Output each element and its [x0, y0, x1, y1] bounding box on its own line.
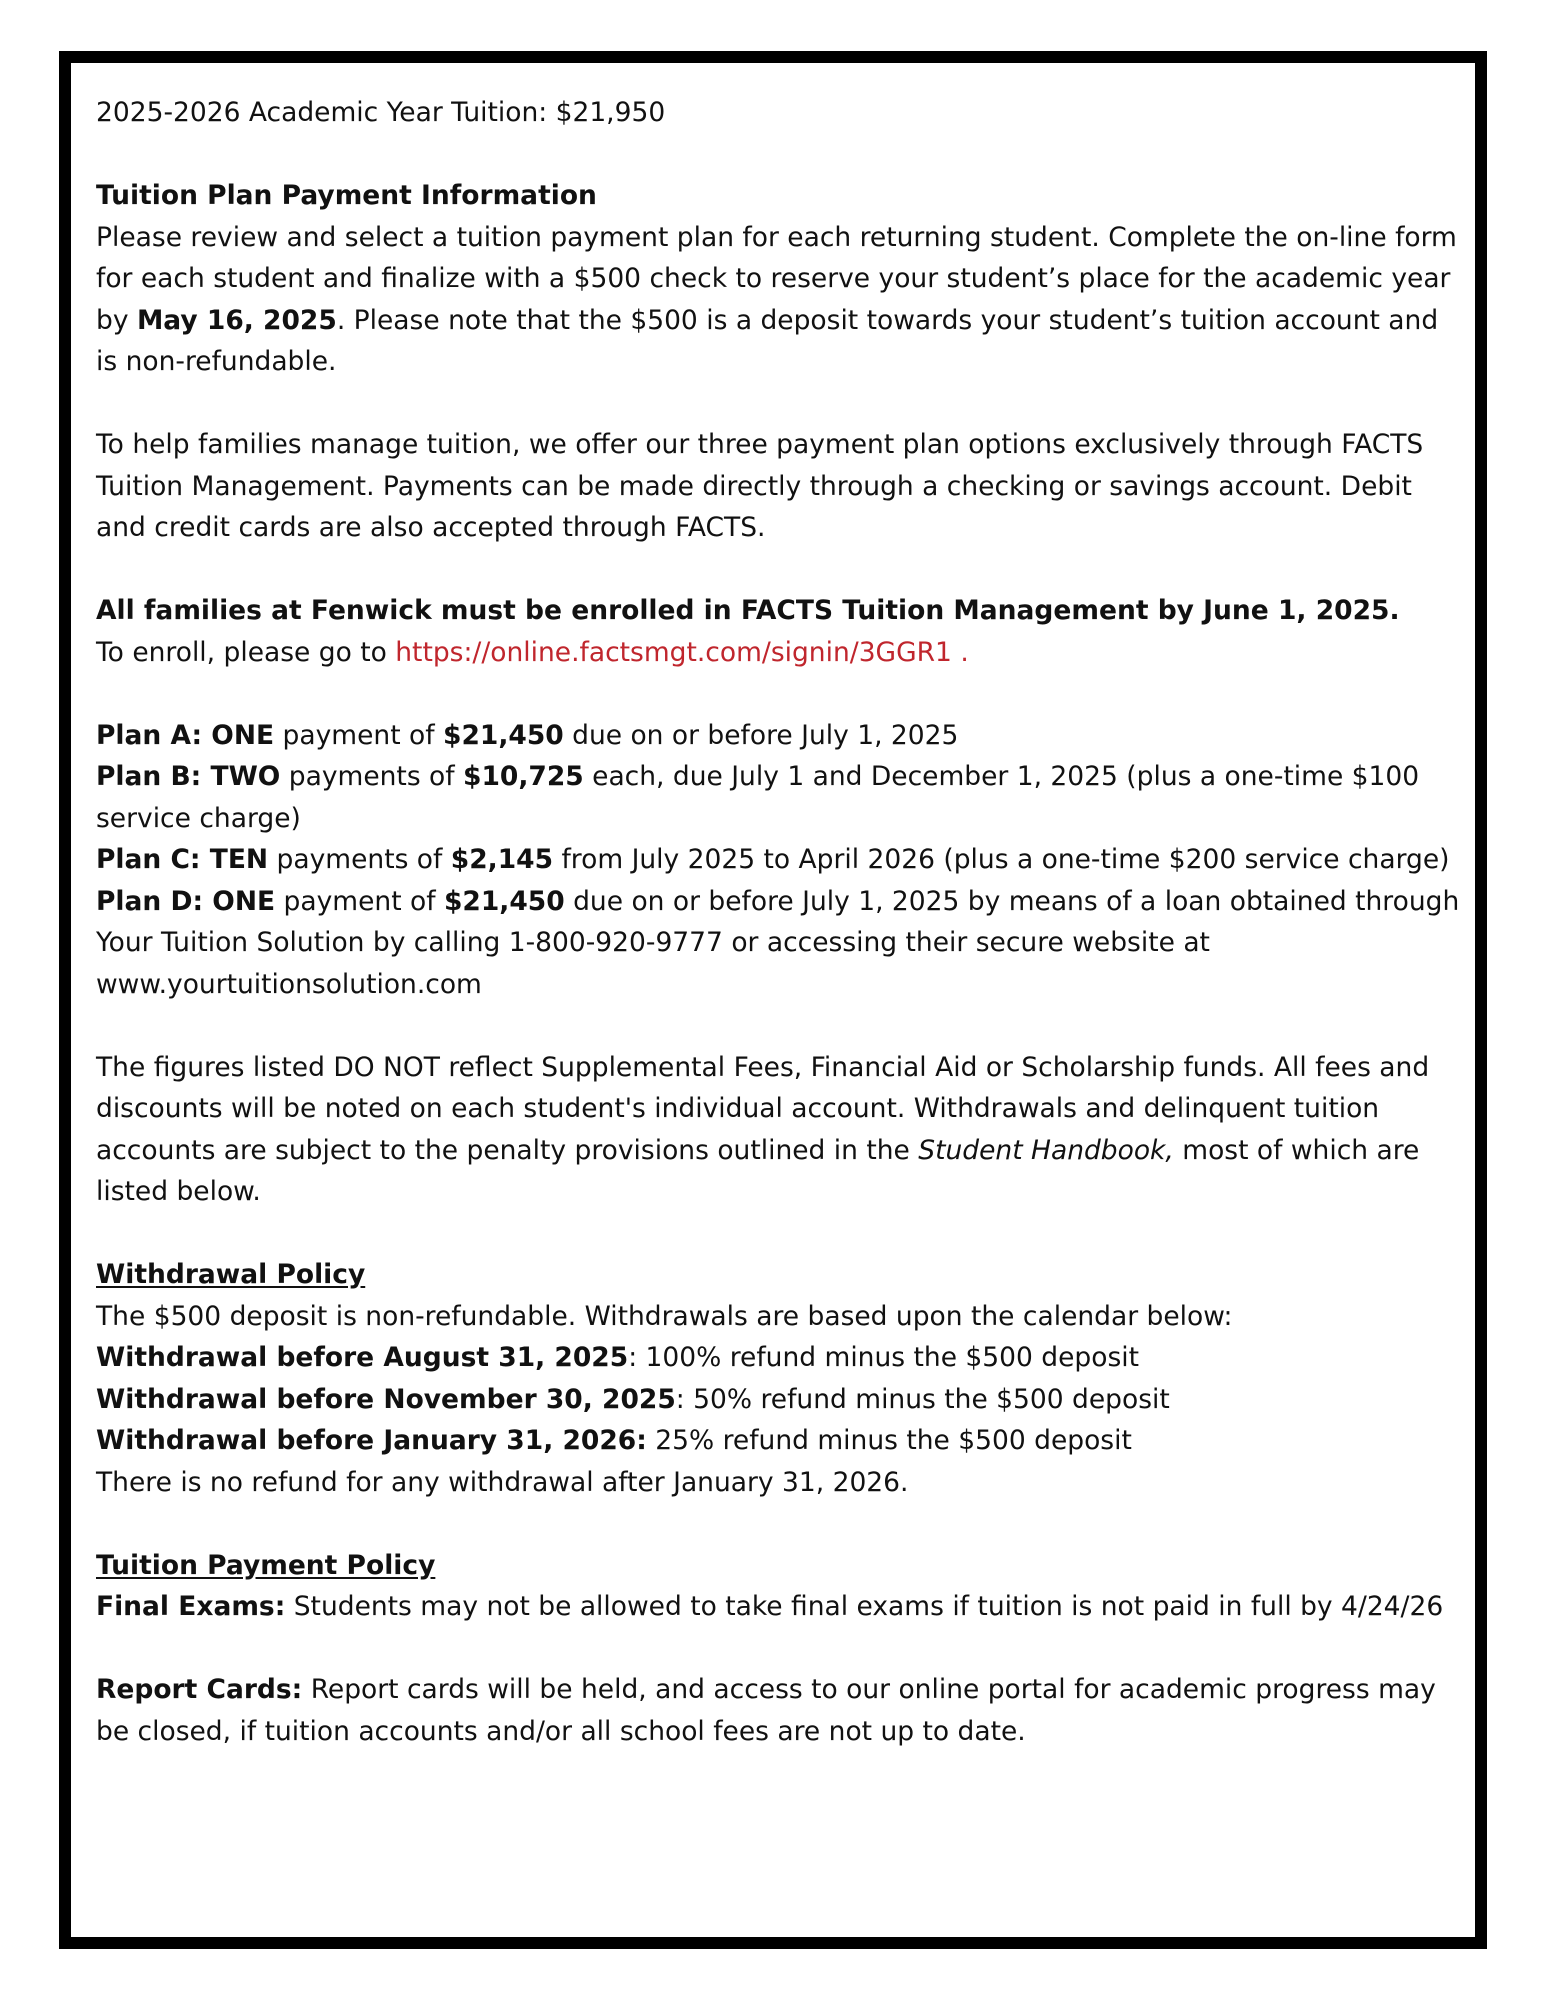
withdrawal-row-label: Withdrawal before November 30, 2025 [96, 1383, 676, 1415]
facts-paragraph: To help families manage tuition, we offer our three payment plan options exclusively through FACTS Tuition Management. Payments can be made directly through a checking or savings account. Debit and credit cards are also accepted through FACTS. [96, 429, 1424, 543]
final-exams-policy [96, 1586, 1466, 1628]
final-exams-label: Final Exams: [96, 1591, 286, 1622]
withdrawal-row-label: Withdrawal before January 31, 2026: [96, 1425, 647, 1456]
plan-a-text: payment of [274, 719, 443, 751]
withdrawal-row [96, 1379, 1466, 1421]
document-body [96, 92, 1466, 1752]
plan-info-text-end: . Please note that the $500 is a deposit towards your student’s tuition account and is non-refundable. [96, 304, 1439, 377]
withdrawal-row [96, 1420, 1466, 1462]
plan-c [96, 839, 1466, 881]
plan-b-label: Plan B: TWO [96, 761, 281, 792]
figures-note-text-end: most of which are listed below. [96, 1134, 1420, 1207]
deposit-deadline: May 16, 2025 [136, 304, 337, 336]
enroll-prefix: To enroll, please go to [96, 636, 396, 668]
plan-d-label: Plan D: ONE [96, 885, 276, 917]
plan-c-text-end: from July 2025 to April 2026 (plus a one-time $200 service charge) [553, 844, 1450, 875]
tuition-amount: 2025-2026 Academic Year Tuition: $21,950 [96, 97, 666, 128]
plan-a-label: Plan A: ONE [96, 719, 275, 751]
withdrawal-closing: There is no refund for any withdrawal after January 31, 2026. [96, 1466, 909, 1498]
plan-d [96, 881, 1466, 1006]
payment-policy-heading: Tuition Payment Policy [96, 1549, 436, 1581]
plan-c-label: Plan C: TEN [96, 844, 269, 875]
report-cards-label: Report Cards: [96, 1674, 303, 1705]
plan-b-text: payments of [280, 761, 464, 792]
plan-a [96, 715, 1466, 757]
withdrawal-row-label: Withdrawal before August 31, 2025 [96, 1342, 629, 1373]
plan-d-text: payment of [275, 885, 444, 917]
plan-info-heading: Tuition Plan Payment Information [96, 180, 597, 211]
figures-note [96, 1047, 1466, 1213]
enrollment-notice: All families at Fenwick must be enrolled in FACTS Tuition Management by June 1, 2025. [96, 595, 1400, 626]
plan-a-text-end: due on or before July 1, 2025 [563, 719, 959, 751]
enroll-line [96, 632, 1466, 674]
final-exams-text: Students may not be allowed to take final exams if tuition is not paid in full by 4/24/26 [285, 1591, 1444, 1622]
withdrawal-row-text: 25% refund minus the $500 deposit [646, 1425, 1132, 1456]
plan-b-amount: $10,725 [463, 761, 584, 792]
plan-b [96, 756, 1466, 839]
plan-a-amount: $21,450 [443, 719, 564, 751]
student-handbook-title: Student Handbook, [918, 1134, 1174, 1166]
withdrawal-row-text: : 100% refund minus the $500 deposit [628, 1342, 1139, 1373]
report-cards-text: Report cards will be held, and access to our online portal for academic progress may be closed, if tuition accounts and/or all school fees are not up to date. [96, 1674, 1436, 1747]
plan-b-text-end: each, due July 1 and December 1, 2025 (plus a one-time $100 service charge) [96, 761, 1420, 834]
facts-enroll-link[interactable]: https://online.factsmgt.com/signin/3GGR1 . [395, 636, 969, 668]
withdrawal-intro: The $500 deposit is non-refundable. Withdrawals are based upon the calendar below: [96, 1300, 1233, 1332]
figures-note-text: The figures listed DO NOT reflect Supplemental Fees, Financial Aid or Scholarship funds. All fees and discounts will be noted on each student's individual account. Withdrawals and delinquent tuition accounts are subject to the penalty provisions outlined in the [96, 1051, 1430, 1166]
plan-c-text: payments of [268, 844, 451, 875]
plan-c-amount: $2,145 [450, 844, 554, 875]
plan-d-amount: $21,450 [443, 885, 565, 917]
report-cards-policy [96, 1669, 1466, 1752]
withdrawal-policy-heading: Withdrawal Policy [96, 1259, 366, 1290]
withdrawal-row-text: : 50% refund minus the $500 deposit [675, 1383, 1170, 1415]
plan-info-paragraph [96, 217, 1466, 383]
withdrawal-row [96, 1337, 1466, 1379]
plan-d-text-end: due on or before July 1, 2025 by means of a loan obtained through Your Tuition Solution by calling 1-800-920-9777 or accessing their secure website at www.yourtuitionsolution.com [96, 885, 1460, 1000]
plan-info-text: Please review and select a tuition payment plan for each returning student. Complete the on-line form for each student and finalize with a $500 check to reserve your student’s place for the academic year by [96, 221, 1457, 336]
